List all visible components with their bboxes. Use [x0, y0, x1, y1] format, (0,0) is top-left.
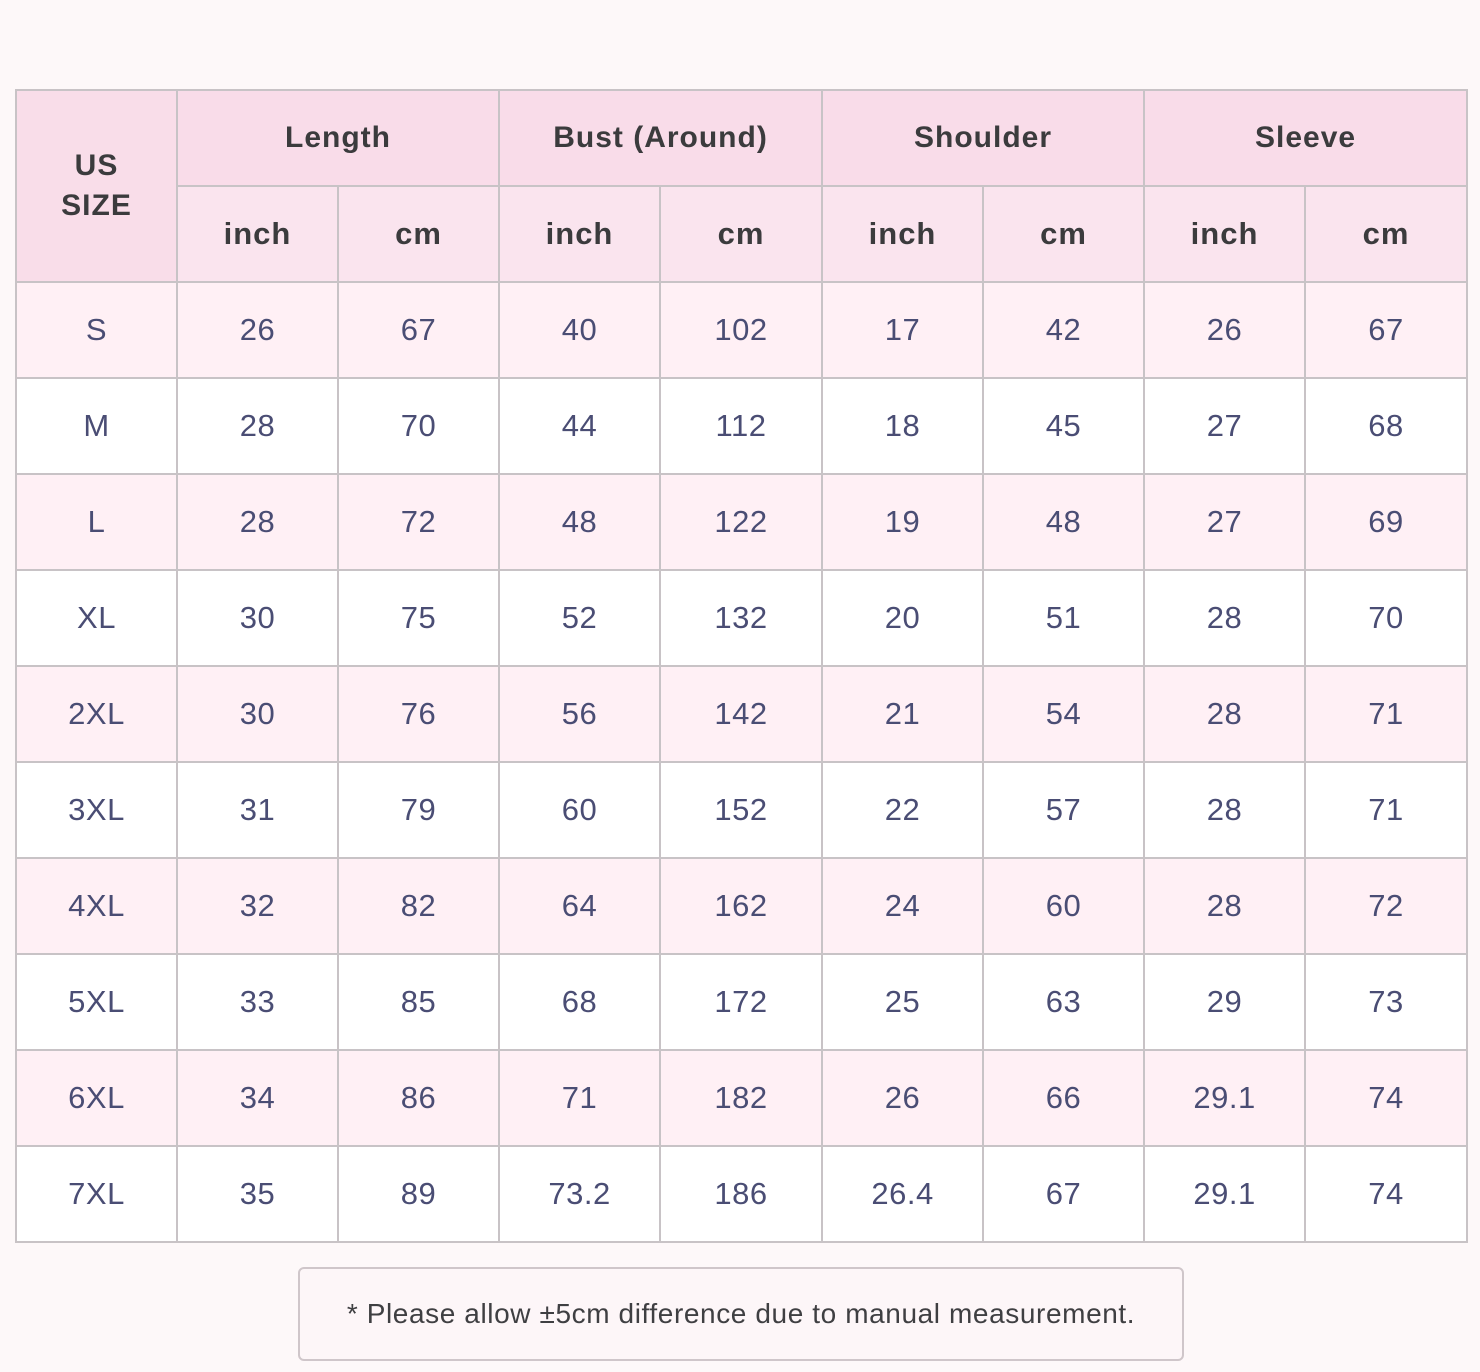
- size-label-cell: M: [16, 378, 177, 474]
- measurement-cell: 29.1: [1144, 1146, 1305, 1242]
- table-header: [16, 90, 1467, 282]
- measurement-cell: 182: [660, 1050, 822, 1146]
- measurement-cell: 86: [338, 1050, 499, 1146]
- measurement-cell: 28: [1144, 762, 1305, 858]
- table-row: [16, 666, 1467, 762]
- measurement-cell: 28: [1144, 570, 1305, 666]
- measurement-cell: 63: [983, 954, 1144, 1050]
- measurement-cell: 74: [1305, 1050, 1467, 1146]
- measurement-cell: 142: [660, 666, 822, 762]
- measurement-cell: 68: [1305, 378, 1467, 474]
- size-label-cell: 4XL: [16, 858, 177, 954]
- size-label-cell: XL: [16, 570, 177, 666]
- measurement-cell: 172: [660, 954, 822, 1050]
- size-label-cell: 6XL: [16, 1050, 177, 1146]
- measurement-note-text: * Please allow ±5cm difference due to manual measurement.: [346, 1298, 1136, 1329]
- measurement-cell: 73.2: [499, 1146, 660, 1242]
- us-size-header: [16, 90, 177, 282]
- measurement-cell: 26: [177, 282, 338, 378]
- measurement-cell: 27: [1144, 474, 1305, 570]
- unit-header: cm: [338, 186, 499, 282]
- measurement-cell: 18: [822, 378, 983, 474]
- measurement-cell: 67: [1305, 282, 1467, 378]
- measurement-cell: 42: [983, 282, 1144, 378]
- table-body: [16, 282, 1467, 1242]
- measurement-cell: 56: [499, 666, 660, 762]
- measurement-cell: 162: [660, 858, 822, 954]
- unit-header: inch: [822, 186, 983, 282]
- measurement-cell: 35: [177, 1146, 338, 1242]
- size-label-cell: 2XL: [16, 666, 177, 762]
- size-label-cell: L: [16, 474, 177, 570]
- measurement-cell: 72: [338, 474, 499, 570]
- measurement-cell: 67: [983, 1146, 1144, 1242]
- measurement-cell: 68: [499, 954, 660, 1050]
- measurement-cell: 20: [822, 570, 983, 666]
- measurement-cell: 32: [177, 858, 338, 954]
- table-row: [16, 570, 1467, 666]
- measurement-cell: 71: [1305, 666, 1467, 762]
- measurement-cell: 71: [1305, 762, 1467, 858]
- measurement-cell: 28: [177, 474, 338, 570]
- size-label-cell: 7XL: [16, 1146, 177, 1242]
- size-label-cell: 5XL: [16, 954, 177, 1050]
- measurement-cell: 40: [499, 282, 660, 378]
- group-header-bust: Bust (Around): [499, 90, 822, 186]
- measurement-cell: 29.1: [1144, 1050, 1305, 1146]
- measurement-cell: 82: [338, 858, 499, 954]
- measurement-cell: 72: [1305, 858, 1467, 954]
- measurement-cell: 28: [1144, 858, 1305, 954]
- header-group-row: [16, 90, 1467, 186]
- size-label-cell: S: [16, 282, 177, 378]
- measurement-cell: 21: [822, 666, 983, 762]
- measurement-cell: 74: [1305, 1146, 1467, 1242]
- unit-header: cm: [1305, 186, 1467, 282]
- measurement-cell: 112: [660, 378, 822, 474]
- unit-header: cm: [660, 186, 822, 282]
- measurement-cell: 54: [983, 666, 1144, 762]
- measurement-cell: 28: [177, 378, 338, 474]
- size-label-cell: 3XL: [16, 762, 177, 858]
- table-row: [16, 954, 1467, 1050]
- measurement-cell: 33: [177, 954, 338, 1050]
- table-row: [16, 762, 1467, 858]
- measurement-cell: 52: [499, 570, 660, 666]
- unit-header: inch: [1144, 186, 1305, 282]
- measurement-cell: 24: [822, 858, 983, 954]
- group-header-length: Length: [177, 90, 499, 186]
- measurement-cell: 76: [338, 666, 499, 762]
- measurement-cell: 60: [983, 858, 1144, 954]
- measurement-cell: 71: [499, 1050, 660, 1146]
- table-row: [16, 1050, 1467, 1146]
- measurement-cell: 34: [177, 1050, 338, 1146]
- measurement-cell: 45: [983, 378, 1144, 474]
- measurement-cell: 29: [1144, 954, 1305, 1050]
- table-row: [16, 474, 1467, 570]
- measurement-cell: 60: [499, 762, 660, 858]
- measurement-cell: 69: [1305, 474, 1467, 570]
- measurement-cell: 64: [499, 858, 660, 954]
- table-row: [16, 858, 1467, 954]
- group-header-sleeve: Sleeve: [1144, 90, 1467, 186]
- measurement-cell: 31: [177, 762, 338, 858]
- header-unit-row: [16, 186, 1467, 282]
- measurement-cell: 70: [1305, 570, 1467, 666]
- measurement-cell: 186: [660, 1146, 822, 1242]
- size-chart-table: [15, 89, 1468, 1243]
- measurement-cell: 73: [1305, 954, 1467, 1050]
- table-row: [16, 282, 1467, 378]
- measurement-cell: 19: [822, 474, 983, 570]
- unit-header: inch: [499, 186, 660, 282]
- us-size-header-line-1: US: [74, 149, 119, 182]
- us-size-header-line-2: SIZE: [61, 189, 132, 222]
- measurement-cell: 30: [177, 570, 338, 666]
- measurement-cell: 152: [660, 762, 822, 858]
- unit-header: inch: [177, 186, 338, 282]
- measurement-cell: 122: [660, 474, 822, 570]
- measurement-cell: 17: [822, 282, 983, 378]
- group-header-shoulder: Shoulder: [822, 90, 1144, 186]
- measurement-cell: 25: [822, 954, 983, 1050]
- measurement-cell: 89: [338, 1146, 499, 1242]
- measurement-cell: 70: [338, 378, 499, 474]
- measurement-cell: 79: [338, 762, 499, 858]
- measurement-cell: 48: [499, 474, 660, 570]
- table-row: [16, 378, 1467, 474]
- unit-header: cm: [983, 186, 1144, 282]
- measurement-cell: 26: [822, 1050, 983, 1146]
- measurement-cell: 22: [822, 762, 983, 858]
- measurement-cell: 66: [983, 1050, 1144, 1146]
- measurement-cell: 75: [338, 570, 499, 666]
- measurement-cell: 51: [983, 570, 1144, 666]
- measurement-cell: 57: [983, 762, 1144, 858]
- measurement-note: [298, 1267, 1184, 1361]
- measurement-cell: 44: [499, 378, 660, 474]
- measurement-cell: 48: [983, 474, 1144, 570]
- measurement-cell: 132: [660, 570, 822, 666]
- measurement-cell: 26.4: [822, 1146, 983, 1242]
- measurement-cell: 30: [177, 666, 338, 762]
- measurement-cell: 102: [660, 282, 822, 378]
- measurement-cell: 27: [1144, 378, 1305, 474]
- table-row: [16, 1146, 1467, 1242]
- measurement-cell: 26: [1144, 282, 1305, 378]
- measurement-cell: 85: [338, 954, 499, 1050]
- measurement-cell: 67: [338, 282, 499, 378]
- measurement-cell: 28: [1144, 666, 1305, 762]
